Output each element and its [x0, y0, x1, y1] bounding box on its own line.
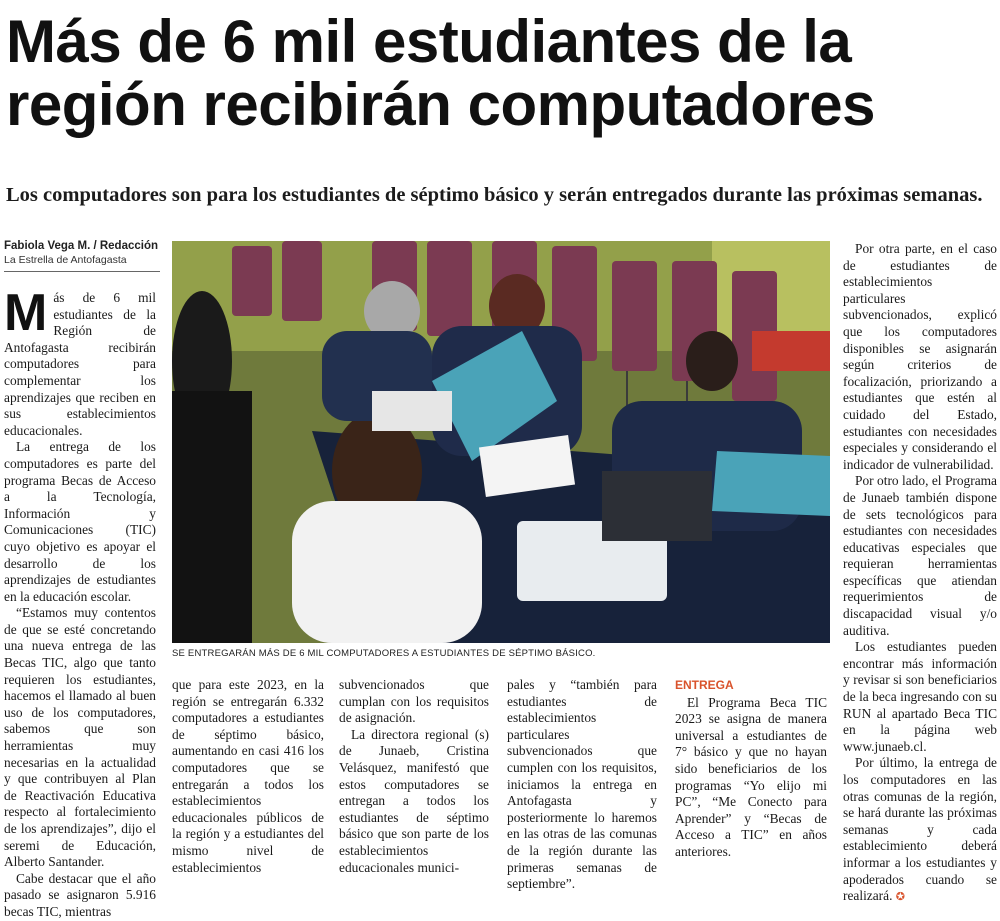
- paragraph: Por otra parte, en el caso de estudiantes de establecimientos particulares subvencionados, explicó que los computadores disponibles se asignarán según criterios de focalización, priorizando a estudiantes que estén al cuidado del Estado, estudiantes con necesidades especiales y considerando el indicador de vulnerabilidad.: [843, 241, 997, 472]
- headline: Más de 6 mil estudiantes de la región recibirán computadores: [6, 8, 876, 138]
- paragraph: Los estudiantes pueden encontrar más información y revisar si son beneficiarios de la beca ingresando con su RUN al apartado Beca TIC en la página web www.junaeb.cl.: [843, 639, 997, 754]
- subheadline: Los computadores son para los estudiantes de séptimo básico y serán entregados durante las próximas semanas.: [6, 184, 983, 206]
- article-column-6: [843, 241, 997, 904]
- paragraph: La directora regional (s) de Junaeb, Cristina Velásquez, manifestó que estos computadores se entregan a todos los estudiantes de séptimo básico que son parte de los establecimientos educacionales munici-: [339, 726, 489, 875]
- byline-rule: [4, 271, 160, 272]
- paragraph: La entrega de los computadores es parte del programa Becas de Acceso a la Tecnología, Información y Comunicaciones (TIC) cuyo objetivo es apoyar el desarrollo de los aprendizajes de estudiantes en la educación escolar.: [4, 439, 156, 604]
- paragraph: El Programa Beca TIC 2023 se asigna de manera universal a estudiantes de 7° básico y que no hayan sido beneficiarios de los programas “Yo elijo mi PC”, “Me Conecto para Aprender” y “Becas de Acceso a TIC” en años anteriores.: [675, 694, 827, 859]
- photo-caption: SE ENTREGARÁN MÁS DE 6 MIL COMPUTADORES A ESTUDIANTES DE SÉPTIMO BÁSICO.: [172, 648, 596, 659]
- article-column-2: [172, 677, 324, 875]
- paragraph: [843, 755, 997, 905]
- paragraph: “Estamos muy contentos de que se esté concretando una nueva entrega de las Becas TIC, algo que tanto requieren los estudiantes, hacemos el llamado al buen uso de los computadores, sabemos que son herramientas muy necesarias en la actualidad y que contribuyen al Plan de Reactivación Educativa respecto al fortalecimiento de los aprendizajes”, dijo el seremi de Educación, Alberto Santander.: [4, 605, 156, 870]
- paragraph: [4, 284, 156, 439]
- end-mark-icon: ✪: [895, 891, 906, 904]
- article-photo: [172, 241, 830, 643]
- paragraph-text: ás de 6 mil estudiantes de la Región de Antofagasta recibirán computadores para complementar los aprendizajes que reciben en sus establecimientos educacionales.: [4, 290, 156, 438]
- paragraph: que para este 2023, en la región se entregarán 6.332 computadores a estudiantes de séptimo básico, aumentando en casi 416 los computadores que se entregarán a todos los establecimientos educacionales públicos de la región y a estudiantes del mismo nivel de establecimientos: [172, 677, 324, 875]
- byline-outlet: La Estrella de Antofagasta: [4, 254, 127, 266]
- section-kicker: ENTREGA: [675, 678, 734, 692]
- paragraph: Por otro lado, el Programa de Junaeb también dispone de sets tecnológicos para estudiantes con necesidades educativas especiales que requieran herramientas específicas que atiendan requerimientos de discapacidad visual y/o auditiva.: [843, 473, 997, 638]
- article-column-5: [675, 677, 827, 859]
- paragraph: pales y “también para estudiantes de establecimientos particulares subvencionados que cumplen con los requisitos, iniciamos la entrega en Antofagasta y posteriormente lo haremos en las otras de las comunas de la región durante las primeras semanas de septiembre”.: [507, 677, 657, 892]
- paragraph: Cabe destacar que el año pasado se asignaron 5.916 becas TIC, mientras: [4, 870, 156, 919]
- article-column-1: [4, 284, 156, 919]
- paragraph: subvencionados que cumplan con los requisitos de asignación.: [339, 677, 489, 726]
- paragraph-text: Por último, la entrega de los computadores en las otras comunas de la región, se hará durante las próximas semanas y cada establecimiento deberá informar a los estudiantes y apoderados cuando se realizará.: [843, 755, 997, 904]
- photo-illustration: [172, 241, 830, 643]
- article-column-4: [507, 677, 657, 892]
- byline: [4, 240, 160, 272]
- article-column-3: [339, 677, 489, 875]
- drop-cap: M: [4, 284, 48, 342]
- byline-author: Fabiola Vega M. / Redacción: [4, 240, 159, 252]
